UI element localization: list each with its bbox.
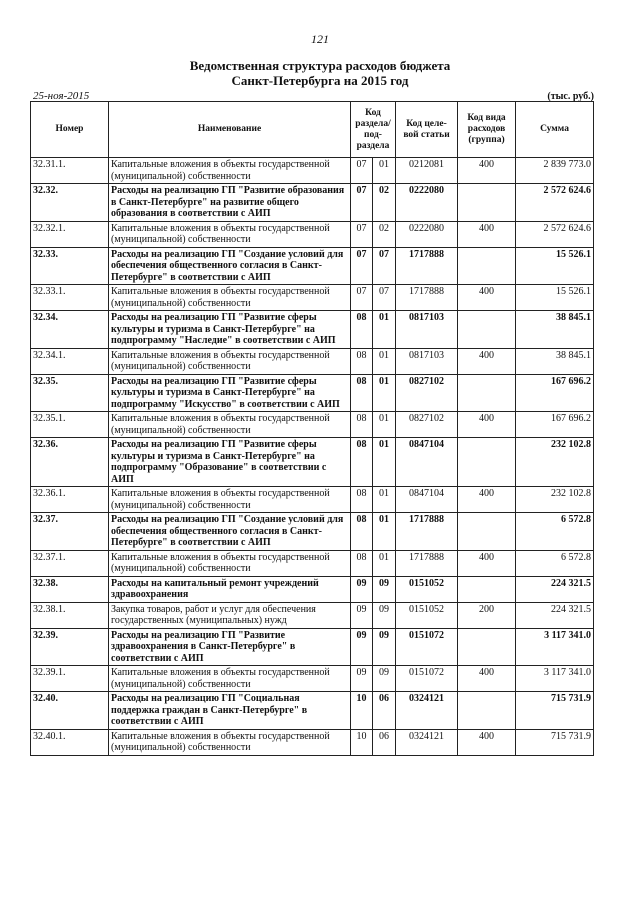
cell-number: 32.35.	[31, 374, 109, 412]
cell-name: Расходы на реализацию ГП "Развитие сферы культуры и туризма в Санкт-Петербурге" на подпрограмму "Искусство" в соответствии с АИП	[109, 374, 351, 412]
document-date: 25-ноя-2015	[33, 90, 90, 102]
cell-article: 1717888	[396, 513, 458, 551]
cell-number: 32.32.1.	[31, 221, 109, 247]
cell-kind: 400	[458, 729, 516, 755]
cell-number: 32.38.1.	[31, 602, 109, 628]
cell-amount: 167 696.2	[516, 412, 594, 438]
cell-name: Расходы на реализацию ГП "Создание условий для обеспечения общественного согласия в Санкт-Петербурге" в соответствии с АИП	[109, 247, 351, 285]
cell-kind: 200	[458, 602, 516, 628]
cell-amount: 224 321.5	[516, 602, 594, 628]
table-body	[31, 158, 594, 756]
cell-name: Расходы на реализацию ГП "Развитие сферы культуры и туризма в Санкт-Петербурге" на подпрограмму "Наследие" в соответствии с АИП	[109, 311, 351, 349]
cell-subsection: 01	[373, 374, 396, 412]
cell-article: 1717888	[396, 247, 458, 285]
page-number: 121	[311, 32, 329, 46]
cell-subsection: 02	[373, 184, 396, 222]
cell-article: 0212081	[396, 158, 458, 184]
cell-article: 1717888	[396, 550, 458, 576]
cell-section: 07	[351, 184, 373, 222]
cell-section: 08	[351, 311, 373, 349]
cell-kind: 400	[458, 550, 516, 576]
header-name: Наименование	[109, 102, 351, 158]
cell-amount: 2 572 624.6	[516, 221, 594, 247]
cell-section: 07	[351, 158, 373, 184]
cell-amount: 6 572.8	[516, 550, 594, 576]
cell-section: 08	[351, 550, 373, 576]
cell-name: Капитальные вложения в объекты государственной (муниципальной) собственности	[109, 729, 351, 755]
cell-section: 10	[351, 692, 373, 730]
cell-name: Расходы на реализацию ГП "Социальная поддержка граждан в Санкт-Петербурге" в соответствии с АИП	[109, 692, 351, 730]
cell-name: Капитальные вложения в объекты государственной (муниципальной) собственности	[109, 550, 351, 576]
cell-section: 08	[351, 513, 373, 551]
cell-amount: 15 526.1	[516, 247, 594, 285]
units-label: (тыс. руб.)	[547, 91, 594, 102]
cell-number: 32.38.	[31, 576, 109, 602]
cell-name: Капитальные вложения в объекты государственной (муниципальной) собственности	[109, 487, 351, 513]
cell-kind: 400	[458, 487, 516, 513]
table-row	[31, 158, 594, 184]
cell-name: Капитальные вложения в объекты государственной (муниципальной) собственности	[109, 666, 351, 692]
header-article: Код целе- вой статьи	[396, 102, 458, 158]
cell-name: Капитальные вложения в объекты государственной (муниципальной) собственности	[109, 285, 351, 311]
budget-table	[30, 101, 594, 756]
table-row	[31, 729, 594, 755]
cell-section: 09	[351, 666, 373, 692]
document-title	[0, 58, 640, 88]
table-row	[31, 438, 594, 487]
cell-section: 08	[351, 438, 373, 487]
cell-section: 08	[351, 412, 373, 438]
cell-name: Расходы на реализацию ГП "Создание условий для обеспечения общественного согласия в Санкт-Петербурге" в соответствии с АИП	[109, 513, 351, 551]
cell-amount: 38 845.1	[516, 348, 594, 374]
cell-subsection: 07	[373, 285, 396, 311]
cell-article: 0151072	[396, 666, 458, 692]
cell-amount: 3 117 341.0	[516, 666, 594, 692]
cell-number: 32.37.	[31, 513, 109, 551]
cell-number: 32.40.1.	[31, 729, 109, 755]
cell-subsection: 06	[373, 729, 396, 755]
cell-number: 32.39.1.	[31, 666, 109, 692]
header-amount: Сумма	[516, 102, 594, 158]
cell-subsection: 06	[373, 692, 396, 730]
table-row	[31, 221, 594, 247]
cell-article: 0817103	[396, 348, 458, 374]
header-number: Номер	[31, 102, 109, 158]
cell-article: 0151052	[396, 602, 458, 628]
cell-kind: 400	[458, 412, 516, 438]
cell-amount: 232 102.8	[516, 438, 594, 487]
cell-amount: 2 572 624.6	[516, 184, 594, 222]
cell-subsection: 09	[373, 666, 396, 692]
cell-article: 0151052	[396, 576, 458, 602]
cell-subsection: 01	[373, 412, 396, 438]
cell-number: 32.31.1.	[31, 158, 109, 184]
title-line-2: Санкт-Петербурга на 2015 год	[231, 73, 409, 88]
cell-subsection: 09	[373, 628, 396, 666]
cell-kind	[458, 311, 516, 349]
cell-amount: 3 117 341.0	[516, 628, 594, 666]
table-row	[31, 628, 594, 666]
cell-name: Закупка товаров, работ и услуг для обеспечения государственных (муниципальных) нужд	[109, 602, 351, 628]
cell-subsection: 02	[373, 221, 396, 247]
cell-name: Расходы на реализацию ГП "Развитие сферы культуры и туризма в Санкт-Петербурге" на подпрограмму "Образование" в соответствии с АИП	[109, 438, 351, 487]
cell-article: 0151072	[396, 628, 458, 666]
cell-number: 32.35.1.	[31, 412, 109, 438]
cell-name: Расходы на реализацию ГП "Развитие образования в Санкт-Петербурге" на развитие общего образования в соответствии с АИП	[109, 184, 351, 222]
table-row	[31, 576, 594, 602]
cell-kind: 400	[458, 221, 516, 247]
cell-article: 0222080	[396, 184, 458, 222]
cell-article: 0817103	[396, 311, 458, 349]
cell-article: 0847104	[396, 438, 458, 487]
cell-kind	[458, 576, 516, 602]
cell-section: 09	[351, 576, 373, 602]
cell-section: 08	[351, 374, 373, 412]
cell-name: Капитальные вложения в объекты государственной (муниципальной) собственности	[109, 348, 351, 374]
cell-number: 32.32.	[31, 184, 109, 222]
table-row	[31, 348, 594, 374]
cell-subsection: 01	[373, 550, 396, 576]
cell-name: Капитальные вложения в объекты государственной (муниципальной) собственности	[109, 221, 351, 247]
table-header-row	[31, 102, 594, 158]
cell-section: 10	[351, 729, 373, 755]
cell-number: 32.37.1.	[31, 550, 109, 576]
cell-amount: 6 572.8	[516, 513, 594, 551]
table-row	[31, 247, 594, 285]
cell-kind	[458, 184, 516, 222]
cell-kind	[458, 247, 516, 285]
table-row	[31, 666, 594, 692]
table-row	[31, 487, 594, 513]
cell-name: Капитальные вложения в объекты государственной (муниципальной) собственности	[109, 412, 351, 438]
cell-number: 32.36.	[31, 438, 109, 487]
cell-subsection: 01	[373, 311, 396, 349]
cell-name: Расходы на реализацию ГП "Развитие здравоохранения в Санкт-Петербурге" в соответствии с АИП	[109, 628, 351, 666]
cell-kind	[458, 513, 516, 551]
cell-kind	[458, 692, 516, 730]
cell-kind	[458, 628, 516, 666]
table-row	[31, 184, 594, 222]
cell-amount: 715 731.9	[516, 692, 594, 730]
table-row	[31, 550, 594, 576]
cell-amount: 15 526.1	[516, 285, 594, 311]
cell-amount: 224 321.5	[516, 576, 594, 602]
cell-amount: 38 845.1	[516, 311, 594, 349]
cell-kind	[458, 374, 516, 412]
cell-kind: 400	[458, 666, 516, 692]
cell-subsection: 01	[373, 487, 396, 513]
table-row	[31, 602, 594, 628]
cell-number: 32.34.	[31, 311, 109, 349]
cell-subsection: 09	[373, 602, 396, 628]
cell-article: 0827102	[396, 374, 458, 412]
cell-subsection: 09	[373, 576, 396, 602]
cell-number: 32.33.1.	[31, 285, 109, 311]
cell-number: 32.40.	[31, 692, 109, 730]
cell-article: 0827102	[396, 412, 458, 438]
cell-amount: 2 839 773.0	[516, 158, 594, 184]
cell-section: 08	[351, 348, 373, 374]
cell-kind	[458, 438, 516, 487]
header-section: Код раздела/ под- раздела	[351, 102, 396, 158]
table-row	[31, 412, 594, 438]
cell-section: 08	[351, 487, 373, 513]
table-row	[31, 374, 594, 412]
cell-section: 07	[351, 285, 373, 311]
cell-article: 0324121	[396, 692, 458, 730]
cell-amount: 167 696.2	[516, 374, 594, 412]
cell-name: Расходы на капитальный ремонт учреждений здравоохранения	[109, 576, 351, 602]
cell-number: 32.36.1.	[31, 487, 109, 513]
cell-section: 09	[351, 628, 373, 666]
cell-section: 09	[351, 602, 373, 628]
cell-subsection: 01	[373, 438, 396, 487]
cell-number: 32.34.1.	[31, 348, 109, 374]
cell-amount: 715 731.9	[516, 729, 594, 755]
cell-article: 1717888	[396, 285, 458, 311]
cell-amount: 232 102.8	[516, 487, 594, 513]
table-row	[31, 285, 594, 311]
cell-kind: 400	[458, 348, 516, 374]
cell-subsection: 01	[373, 348, 396, 374]
cell-name: Капитальные вложения в объекты государственной (муниципальной) собственности	[109, 158, 351, 184]
cell-subsection: 01	[373, 513, 396, 551]
cell-article: 0222080	[396, 221, 458, 247]
cell-subsection: 07	[373, 247, 396, 285]
cell-kind: 400	[458, 285, 516, 311]
cell-number: 32.33.	[31, 247, 109, 285]
cell-section: 07	[351, 221, 373, 247]
table-row	[31, 692, 594, 730]
cell-number: 32.39.	[31, 628, 109, 666]
cell-article: 0847104	[396, 487, 458, 513]
cell-article: 0324121	[396, 729, 458, 755]
table-row	[31, 513, 594, 551]
cell-subsection: 01	[373, 158, 396, 184]
title-line-1: Ведомственная структура расходов бюджета	[189, 58, 451, 73]
header-kind: Код вида расходов (группа)	[458, 102, 516, 158]
table-row	[31, 311, 594, 349]
cell-section: 07	[351, 247, 373, 285]
cell-kind: 400	[458, 158, 516, 184]
